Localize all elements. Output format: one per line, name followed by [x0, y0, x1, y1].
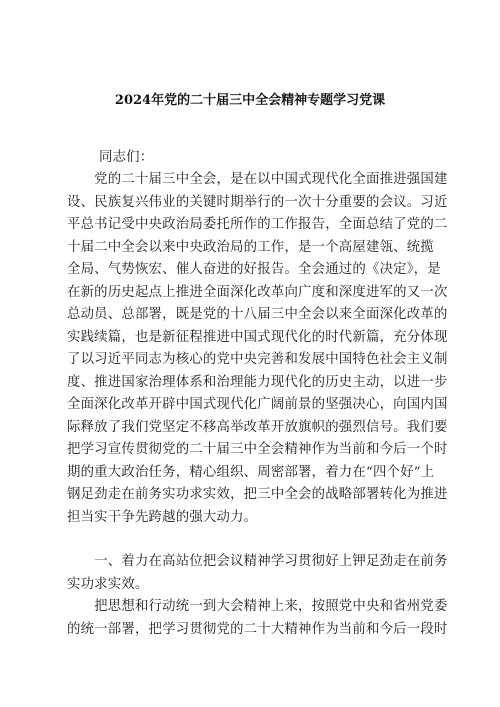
paragraph-1-line: 度、推进国家治理体系和治理能力现代化的历史主动，以进一步	[67, 374, 448, 390]
document-title: 2024年党的二十届三中全会精神专题学习党课	[114, 93, 386, 108]
paragraph-1-line: 在新的历史起点上推进全面深化改革向广度和深度进军的又一次	[67, 284, 448, 300]
paragraph-1-line: 期的重大政治任务，精心组织、周密部署，着力在“四个好”上	[67, 464, 435, 480]
paragraph-3	[67, 596, 448, 641]
paragraph-1-line: 全面深化改革开辟中国式现代化广阔前景的坚强决心，向国内国	[67, 397, 448, 412]
paragraph-3-line: 把思想和行动统一到大会精神上来，按照党中央和省州党委	[67, 599, 448, 614]
paragraph-1-line: 总动员、总部署，既是党的十八届三中全会以来全面深化改革的	[67, 307, 448, 322]
paragraph-1-line: 际释放了我们党坚定不移高举改革开放旗帜的强烈信号。我们要	[67, 419, 448, 435]
paragraph-2	[67, 551, 448, 596]
paragraph-1-line: 钢足劲走在前务实功求实效，把三中全会的战略部署转化为推进	[67, 487, 448, 502]
paragraph-1-line: 十届二中全会以来中央政治局的工作，是一个高屋建瓴、统揽	[67, 239, 434, 255]
paragraph-1	[67, 169, 448, 529]
paragraph-1-line: 担当实干争先跨越的强大动力。	[67, 509, 258, 525]
paragraph-1-line: 设、民族复兴伟业的关键时期举行的一次十分重要的会议。习近	[67, 194, 448, 210]
salutation: 同志们：	[99, 150, 154, 165]
paragraph-1-line: 实践续篇，也是新征程推进中国式现代化的时代新篇，充分体现	[67, 329, 448, 345]
paragraph-1-line: 了以习近平同志为核心的党中央完善和发展中国特色社会主义制	[67, 352, 448, 367]
paragraph-2-line: 一、着力在高站位把会议精神学习贯彻好上钾足劲走在前务	[67, 554, 448, 569]
paragraph-2-line: 实功求实效。	[67, 576, 149, 592]
paragraph-3-line: 的统一部署，把学习贯彻党的二十大精神作为当前和今后一段时	[67, 621, 448, 637]
paragraph-1-line: 平总书记受中央政治局委托所作的工作报告，全面总结了党的二	[67, 217, 448, 232]
paragraph-1-line: 把学习宣传贯彻党的二十届三中全会精神作为当前和今后一个时	[67, 442, 448, 457]
paragraph-1-line: 全局、气势恢宏、催人奋进的好报告。全会通过的《决定》，是	[67, 262, 441, 277]
paragraph-1-line: 党的二十届三中全会，是在以中国式现代化全面推进强国建	[67, 172, 448, 187]
